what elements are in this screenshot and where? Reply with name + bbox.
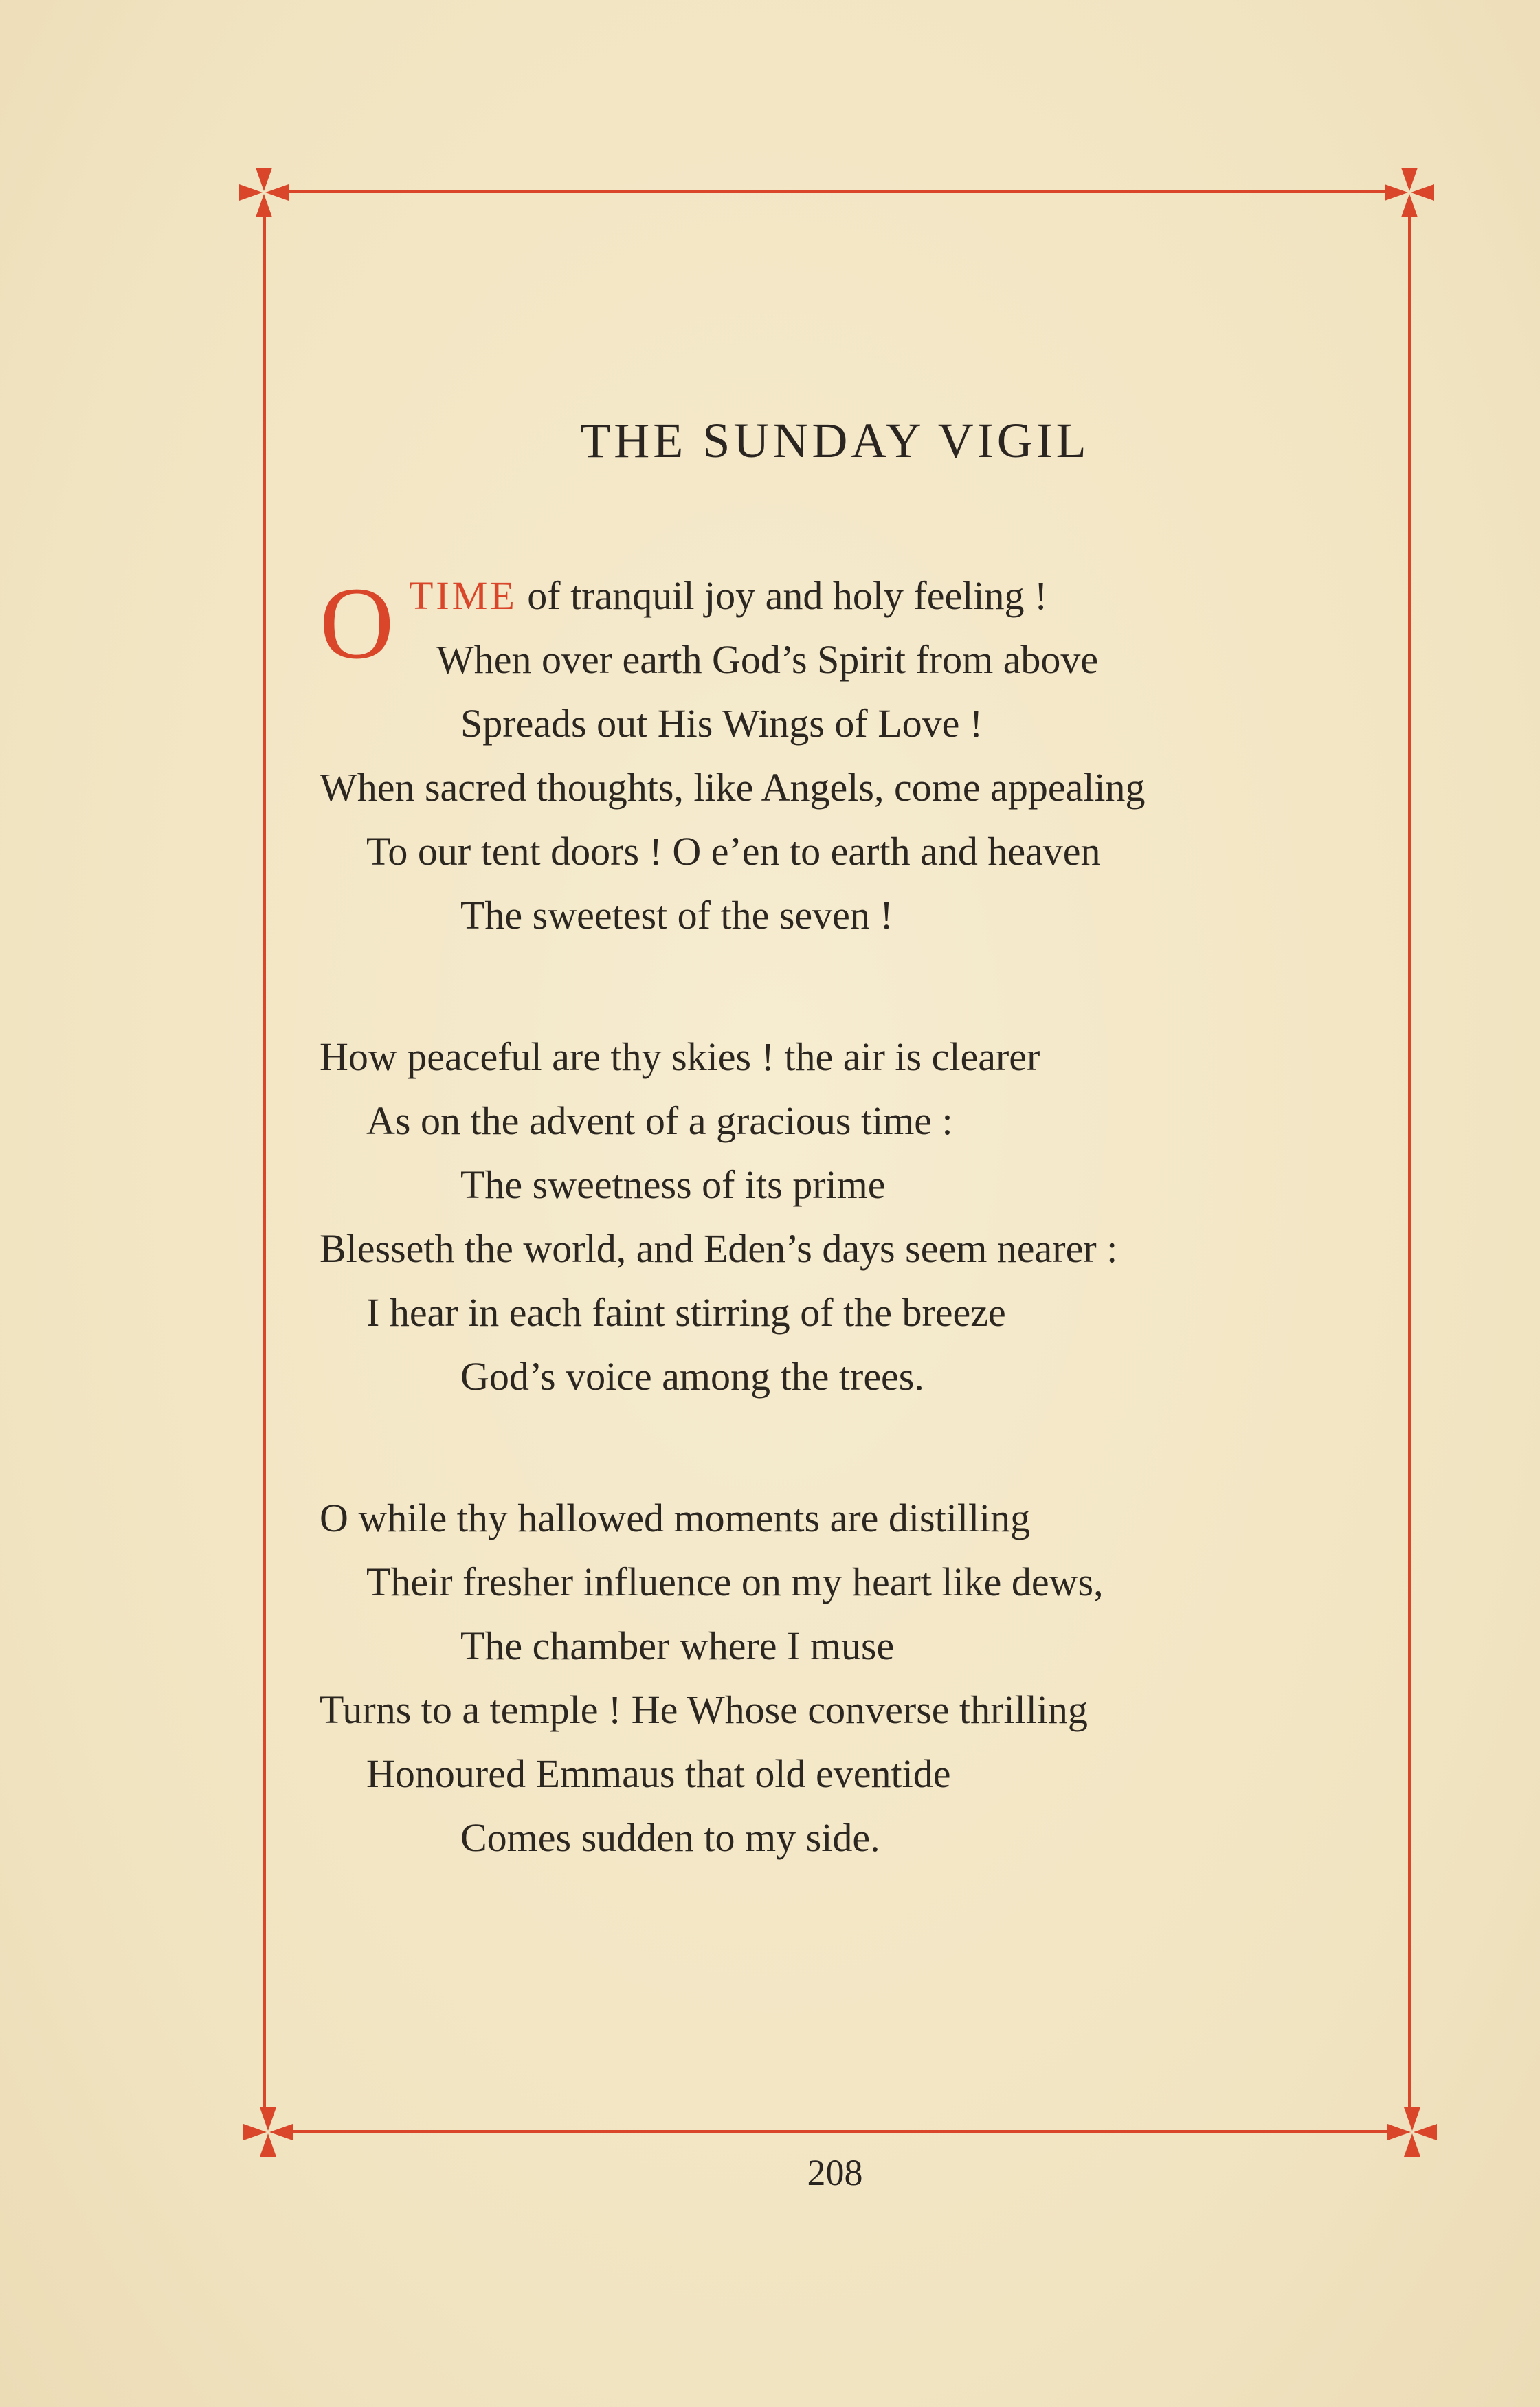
poem-line: The sweetest of the seven !: [460, 893, 893, 938]
poem-line: The chamber where I muse: [460, 1623, 895, 1668]
page-number: 208: [807, 2152, 863, 2193]
first-line-rest: of tranquil joy and holy feeling !: [527, 573, 1048, 618]
poem-line: How peaceful are thy skies ! the air is clearer: [320, 1034, 1040, 1079]
poem-line: Honoured Emmaus that old eventide: [366, 1751, 951, 1796]
poem-line: Spreads out His Wings of Love !: [460, 701, 983, 746]
border-left: [263, 210, 266, 2110]
poem-title: THE SUNDAY VIGIL: [580, 413, 1090, 468]
poem-line: God’s voice among the trees.: [460, 1354, 924, 1399]
poem-line: [320, 572, 1047, 620]
first-word: TIME: [409, 573, 517, 618]
poem-line: When over earth God’s Spirit from above: [436, 637, 1099, 682]
border-top: [282, 190, 1388, 193]
poem-line: Their fresher influence on my heart like dews,: [366, 1560, 1104, 1604]
poem-line: When sacred thoughts, like Angels, come appealing: [320, 765, 1146, 810]
poem-line: Comes sudden to my side.: [460, 1815, 880, 1860]
poem-line: I hear in each faint stirring of the breeze: [366, 1290, 1006, 1335]
border-bottom: [289, 2130, 1388, 2133]
poem-line: Blesseth the world, and Eden’s days seem nearer :: [320, 1226, 1118, 1271]
poem-line: O while thy hallowed moments are distilling: [320, 1496, 1031, 1540]
drop-cap: O: [320, 566, 394, 680]
corner-cross-icon: [1381, 164, 1438, 221]
corner-cross-icon: [235, 164, 293, 221]
poem-line: Turns to a temple ! He Whose converse thrilling: [320, 1687, 1088, 1732]
poem-line: As on the advent of a gracious time :: [366, 1098, 953, 1143]
border-right: [1408, 210, 1411, 2110]
poem-line: The sweetness of its prime: [460, 1162, 886, 1207]
poem-line: To our tent doors ! O e’en to earth and heaven: [366, 829, 1101, 874]
